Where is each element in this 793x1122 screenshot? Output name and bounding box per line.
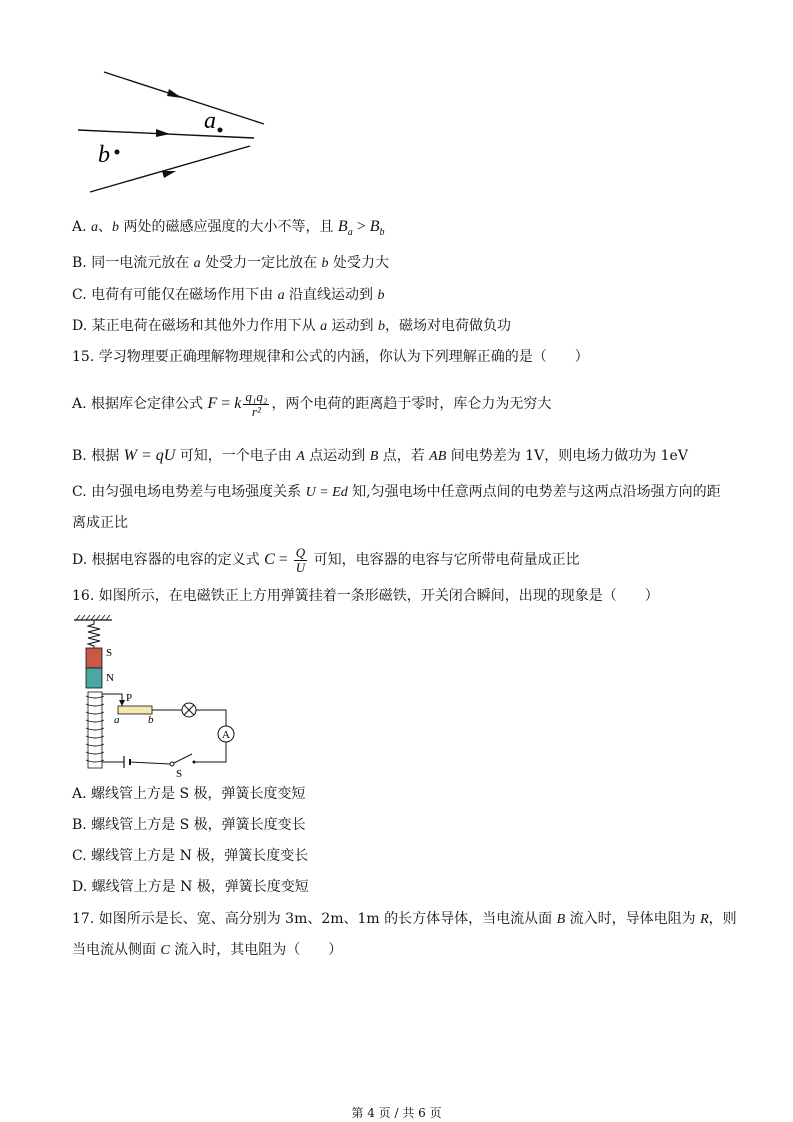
- switch-icon: [170, 754, 196, 766]
- q15-option-d[interactable]: D. 根据电容器的电容的定义式 C = $\frac{Q}{U}$ 可知，电容器的电容与它所带电荷量成正比: [72, 544, 580, 575]
- q15-stem: 15. 学习物理要正确理解物理规律和公式的内涵，你认为下列理解正确的是（ ）: [72, 349, 589, 365]
- q16-option-d[interactable]: D. 螺线管上方是 N 极，弹簧长度变短: [72, 879, 309, 895]
- q14-option-d[interactable]: D. 某正电荷在磁场和其他外力作用下从 a 运动到 b，磁场对电荷做负功: [72, 318, 511, 334]
- capacitance-fraction: $\frac{Q}{U}$: [295, 544, 306, 575]
- point-b-dot: [115, 150, 120, 155]
- switch-s-label: S: [176, 768, 183, 780]
- point-b-label: b: [98, 142, 110, 168]
- field-line-top: [104, 72, 264, 124]
- rheostat-a-label: a: [114, 714, 120, 726]
- magnet-s-label: S: [106, 647, 113, 659]
- rheostat-b-label: b: [148, 714, 154, 726]
- magnet-s-pole: [86, 648, 102, 668]
- q16-option-a[interactable]: A. 螺线管上方是 S 极，弹簧长度变短: [72, 786, 306, 802]
- q15-option-b[interactable]: B. 根据 W = qU 可知，一个电子由 A 点运动到 B 点，若 AB 间电势差为 1V，则电场力做功为 1eV: [72, 447, 688, 464]
- point-a-label: a: [204, 108, 216, 134]
- q15-option-c-continued: 离成正比: [72, 515, 128, 531]
- q14-option-b[interactable]: B. 同一电流元放在 a 处受力一定比放在 b 处受力大: [72, 255, 389, 271]
- q17-stem-line2: 当电流从侧面 C 流入时，其电阻为（ ）: [72, 942, 343, 958]
- slider-arrow-icon: [119, 700, 125, 706]
- slider-p-label: P: [126, 692, 133, 704]
- electromagnet-circuit-figure: [66, 614, 256, 780]
- battery-icon: [124, 756, 130, 768]
- point-a-dot: [218, 128, 223, 133]
- arrow-icon: [167, 89, 182, 98]
- field-line-bottom: [90, 146, 250, 192]
- circuit-wires: [102, 694, 226, 764]
- ammeter-label: A: [222, 729, 230, 741]
- q14-option-c[interactable]: C. 电荷有可能仅在磁场作用下由 a 沿直线运动到 b: [72, 287, 385, 303]
- arrow-icon: [156, 129, 170, 137]
- rheostat: [118, 706, 152, 714]
- q17-stem-line1: 17. 如图所示是长、宽、高分别为 3m、2m、1m 的长方体导体，当电流从面 B 流入时，导体电阻为 R，则: [72, 911, 737, 927]
- magnet-n-pole: [86, 668, 102, 688]
- arrow-icon: [162, 171, 176, 178]
- q16-option-c[interactable]: C. 螺线管上方是 N 极，弹簧长度变长: [72, 848, 309, 864]
- field-lines-figure: [70, 62, 280, 202]
- ceiling-hatch: [76, 615, 110, 620]
- spring: [88, 620, 100, 648]
- q15-option-c[interactable]: C. 由匀强电场电势差与电场强度关系 U = Ed 知,匀强电场中任意两点间的电势差与这两点沿场强方向的距: [72, 484, 721, 500]
- q14-option-a[interactable]: A. a、b 两处的磁感应强度的大小不等，且 $B_a > B_b$: [72, 218, 385, 238]
- q15-option-a[interactable]: A. 根据库仑定律公式 F = k $\frac{\text{q₁q₂}}{\text{r²}}$ ，两个电荷的距离趋于零时，库仑力为无穷大: [72, 388, 552, 419]
- lamp-icon: [182, 703, 196, 717]
- q16-option-b[interactable]: B. 螺线管上方是 S 极，弹簧长度变长: [72, 817, 306, 833]
- magnet-n-label: N: [106, 672, 114, 684]
- coulomb-fraction: $\frac{\text{q₁q₂}}{\text{r²}}$: [245, 388, 268, 419]
- q16-stem: 16. 如图所示，在电磁铁正上方用弹簧挂着一条形磁铁，开关闭合瞬间，出现的现象是（ ）: [72, 588, 659, 604]
- page-footer: 第 4 页 / 共 6 页: [351, 1106, 442, 1120]
